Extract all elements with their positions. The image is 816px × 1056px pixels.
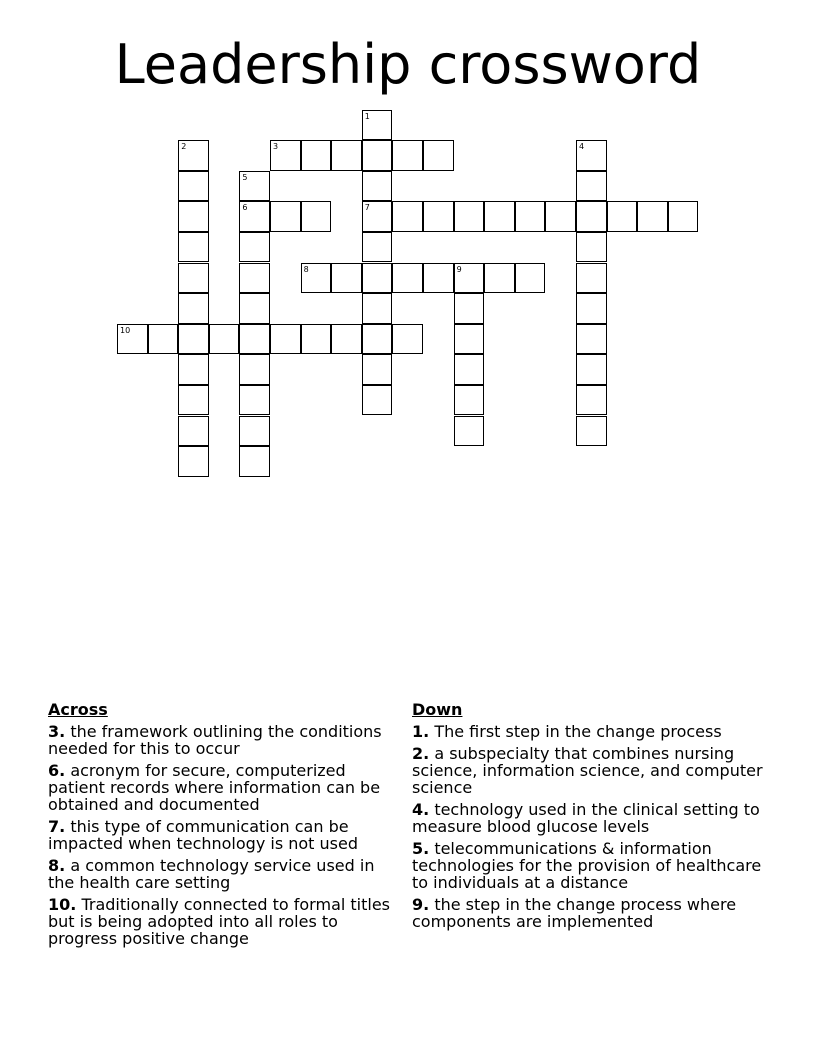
down-heading: Down xyxy=(412,700,463,719)
grid-cell[interactable] xyxy=(362,324,393,355)
grid-cell[interactable] xyxy=(668,201,699,232)
grid-cell[interactable] xyxy=(576,293,607,324)
clue-across-6 xyxy=(48,762,404,813)
grid-cell[interactable] xyxy=(454,201,485,232)
grid-cell[interactable] xyxy=(331,140,362,171)
grid-cell[interactable] xyxy=(392,201,423,232)
clue-across-8 xyxy=(48,857,404,891)
clue-number: 1. xyxy=(412,722,430,741)
grid-cell[interactable] xyxy=(301,263,332,294)
grid-cell[interactable] xyxy=(178,385,209,416)
across-heading: Across xyxy=(48,700,108,719)
grid-cell[interactable] xyxy=(178,201,209,232)
cell-number: 3 xyxy=(273,142,279,152)
grid-cell[interactable] xyxy=(239,171,270,202)
grid-cell[interactable] xyxy=(484,263,515,294)
grid-cell[interactable] xyxy=(178,140,209,171)
grid-cell[interactable] xyxy=(239,324,270,355)
grid-cell[interactable] xyxy=(454,293,485,324)
grid-cell[interactable] xyxy=(239,293,270,324)
across-clues xyxy=(48,700,404,952)
grid-cell[interactable] xyxy=(423,263,454,294)
clue-text: The first step in the change process xyxy=(434,722,722,741)
clue-text: this type of communication can be impacted when technology is not used xyxy=(48,817,359,853)
clue-text: a subspecialty that combines nursing science, information science, and computer science xyxy=(412,744,763,797)
grid-cell[interactable] xyxy=(301,201,332,232)
grid-cell[interactable] xyxy=(607,201,638,232)
grid-cell[interactable] xyxy=(270,201,301,232)
grid-cell[interactable] xyxy=(362,385,393,416)
grid-cell[interactable] xyxy=(515,201,546,232)
grid-cell[interactable] xyxy=(576,201,607,232)
grid-cell[interactable] xyxy=(239,354,270,385)
cell-number: 9 xyxy=(456,264,462,274)
clue-across-10 xyxy=(48,896,404,947)
grid-cell[interactable] xyxy=(362,140,393,171)
clue-number: 6. xyxy=(48,761,66,780)
grid-cell[interactable] xyxy=(117,324,148,355)
clue-number: 9. xyxy=(412,895,430,914)
grid-cell[interactable] xyxy=(178,324,209,355)
grid-cell[interactable] xyxy=(178,263,209,294)
clue-down-9 xyxy=(412,896,768,930)
page-title: Leadership crossword xyxy=(114,33,702,96)
grid-cell[interactable] xyxy=(515,263,546,294)
grid-cell[interactable] xyxy=(239,446,270,477)
grid-cell[interactable] xyxy=(331,324,362,355)
grid-cell[interactable] xyxy=(331,263,362,294)
grid-cell[interactable] xyxy=(239,232,270,263)
grid-cell[interactable] xyxy=(545,201,576,232)
cell-number: 1 xyxy=(364,111,370,121)
clue-text: Traditionally connected to formal titles but is being adopted into all roles to progress positive change xyxy=(48,895,391,948)
grid-cell[interactable] xyxy=(239,263,270,294)
clue-number: 8. xyxy=(48,856,66,875)
grid-cell[interactable] xyxy=(454,354,485,385)
grid-cell[interactable] xyxy=(392,140,423,171)
grid-cell[interactable] xyxy=(423,201,454,232)
grid-cell[interactable] xyxy=(454,263,485,294)
clue-number: 2. xyxy=(412,744,430,763)
grid-cell[interactable] xyxy=(454,385,485,416)
cell-number: 4 xyxy=(579,142,585,152)
clue-number: 3. xyxy=(48,722,66,741)
crossword-grid xyxy=(0,0,816,520)
clue-across-3 xyxy=(48,723,404,757)
grid-cell[interactable] xyxy=(178,171,209,202)
clue-down-1 xyxy=(412,723,768,740)
grid-cell[interactable] xyxy=(362,110,393,141)
clue-down-4 xyxy=(412,801,768,835)
grid-cell[interactable] xyxy=(270,140,301,171)
grid-cell[interactable] xyxy=(178,293,209,324)
grid-cell[interactable] xyxy=(301,324,332,355)
grid-cell[interactable] xyxy=(576,354,607,385)
clue-down-5 xyxy=(412,840,768,891)
grid-cell[interactable] xyxy=(576,171,607,202)
clue-text: a common technology service used in the health care setting xyxy=(48,856,375,892)
grid-cell[interactable] xyxy=(392,263,423,294)
grid-cell[interactable] xyxy=(301,140,332,171)
clue-down-2 xyxy=(412,745,768,796)
grid-cell[interactable] xyxy=(178,354,209,385)
clue-text: the step in the change process where components are implemented xyxy=(412,895,737,931)
clue-across-7 xyxy=(48,818,404,852)
grid-cell[interactable] xyxy=(178,232,209,263)
grid-cell[interactable] xyxy=(576,416,607,447)
grid-cell[interactable] xyxy=(239,385,270,416)
grid-cell[interactable] xyxy=(362,354,393,385)
clue-number: 10. xyxy=(48,895,77,914)
grid-cell[interactable] xyxy=(454,324,485,355)
clue-number: 5. xyxy=(412,839,430,858)
grid-cell[interactable] xyxy=(362,201,393,232)
grid-cell[interactable] xyxy=(239,201,270,232)
clue-text: acronym for secure, computerized patient records where information can be obtained and documented xyxy=(48,761,381,814)
clue-number: 7. xyxy=(48,817,66,836)
grid-cell[interactable] xyxy=(576,232,607,263)
down-clues xyxy=(412,700,768,935)
grid-cell[interactable] xyxy=(239,416,270,447)
cell-number: 10 xyxy=(120,325,131,335)
grid-cell[interactable] xyxy=(270,324,301,355)
cell-number: 2 xyxy=(181,142,187,152)
grid-cell[interactable] xyxy=(454,416,485,447)
grid-cell[interactable] xyxy=(362,293,393,324)
grid-cell[interactable] xyxy=(576,263,607,294)
grid-cell[interactable] xyxy=(423,140,454,171)
grid-cell[interactable] xyxy=(362,263,393,294)
grid-cell[interactable] xyxy=(362,171,393,202)
cell-number: 5 xyxy=(242,172,248,182)
grid-cell[interactable] xyxy=(576,385,607,416)
grid-cell[interactable] xyxy=(392,324,423,355)
grid-cell[interactable] xyxy=(637,201,668,232)
clue-text: the framework outlining the conditions needed for this to occur xyxy=(48,722,382,758)
clue-text: technology used in the clinical setting to measure blood glucose levels xyxy=(412,800,760,836)
grid-cell[interactable] xyxy=(576,324,607,355)
cell-number: 8 xyxy=(303,264,309,274)
grid-cell[interactable] xyxy=(576,140,607,171)
grid-cell[interactable] xyxy=(484,201,515,232)
grid-cell[interactable] xyxy=(178,416,209,447)
grid-cell[interactable] xyxy=(178,446,209,477)
grid-cell[interactable] xyxy=(362,232,393,263)
grid-cell[interactable] xyxy=(148,324,179,355)
cell-number: 6 xyxy=(242,203,248,213)
clue-text: telecommunications & information technologies for the provision of healthcare to individuals at a distance xyxy=(412,839,762,892)
clue-number: 4. xyxy=(412,800,430,819)
grid-cell[interactable] xyxy=(209,324,240,355)
cell-number: 7 xyxy=(364,203,370,213)
